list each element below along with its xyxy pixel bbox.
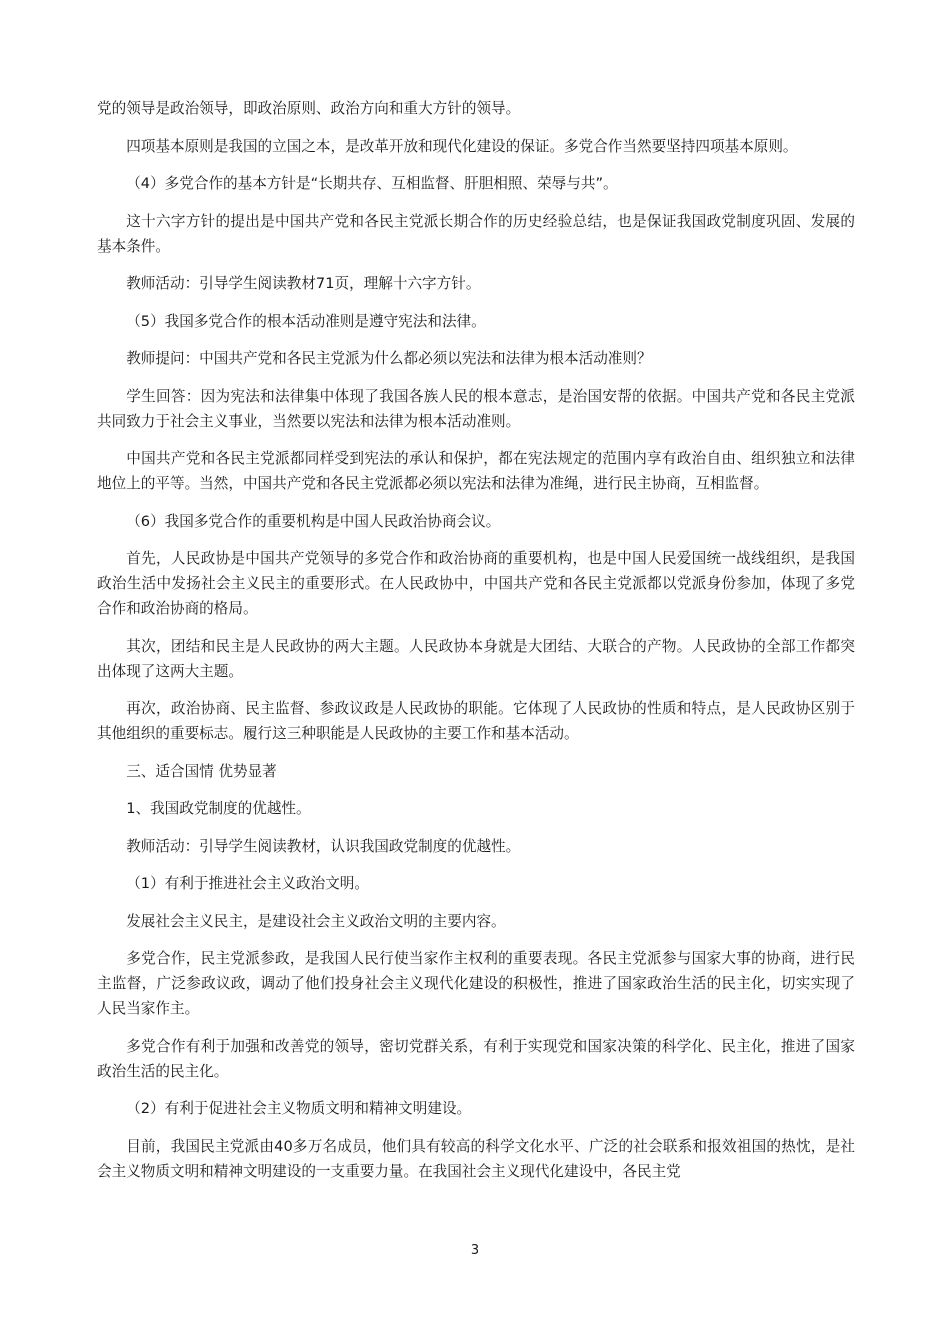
- paragraph: （5）我国多党合作的根本活动准则是遵守宪法和法律。: [126, 312, 486, 330]
- paragraph: 其次，团结和民主是人民政协的两大主题。人民政协本身就是大团结、大联合的产物。人民政协的全部工作都突出体现了这两大主题。: [97, 637, 855, 680]
- paragraph: 多党合作，民主党派参政，是我国人民行使当家作主权利的重要表现。各民主党派参与国家大事的协商，进行民主监督，广泛参政议政，调动了他们投身社会主义现代化建设的积极性，推进了国家政治生活的民主化，切实实现了人民当家作主。: [97, 950, 855, 1017]
- paragraph: 教师提问：中国共产党和各民主党派为什么都必须以宪法和法律为根本活动准则？: [126, 350, 652, 367]
- paragraph: （6）我国多党合作的重要机构是中国人民政治协商会议。: [126, 512, 501, 530]
- paragraph: 多党合作有利于加强和改善党的领导，密切党群关系，有利于实现党和国家决策的科学化、民主化，推进了国家政治生活的民主化。: [97, 1037, 855, 1080]
- paragraph: 首先，人民政协是中国共产党领导的多党合作和政治协商的重要机构，也是中国人民爱国统一战线组织，是我国政治生活中发扬社会主义民主的重要形式。在人民政协中，中国共产党和各民主党派都以党派身份参加，体现了多党合作和政治协商的格局。: [97, 550, 855, 617]
- document-page: [97, 96, 855, 1196]
- section-heading: 三、适合国情 优势显著: [126, 762, 277, 780]
- paragraph: 教师活动：引导学生阅读教材，认识我国政党制度的优越性。: [126, 837, 521, 855]
- paragraph: 发展社会主义民主，是建设社会主义政治文明的主要内容。: [126, 912, 506, 930]
- paragraph: 中国共产党和各民主党派都同样受到宪法的承认和保护，都在宪法规定的范围内享有政治自由、组织独立和法律地位上的平等。当然，中国共产党和各民主党派都必须以宪法和法律为准绳，进行民主协商，互相监督。: [97, 450, 855, 492]
- paragraph: 目前，我国民主党派由40多万名成员，他们具有较高的科学文化水平、广泛的社会联系和报效祖国的热忱，是社会主义物质文明和精神文明建设的一支重要力量。在我国社会主义现代化建设中，各民主党: [97, 1137, 855, 1180]
- paragraph: 这十六字方针的提出是中国共产党和各民主党派长期合作的历史经验总结，也是保证我国政党制度巩固、发展的基本条件。: [97, 212, 855, 255]
- paragraph: （4）多党合作的基本方针是“长期共存、互相监督、肝胆相照、荣辱与共”。: [126, 175, 618, 192]
- paragraph: 四项基本原则是我国的立国之本，是改革开放和现代化建设的保证。多党合作当然要坚持四项基本原则。: [126, 137, 798, 155]
- paragraph: 学生回答：因为宪法和法律集中体现了我国各族人民的根本意志，是治国安帮的依据。中国共产党和各民主党派共同致力于社会主义事业，当然要以宪法和法律为根本活动准则。: [97, 387, 855, 430]
- paragraph: （1）有利于推进社会主义政治文明。: [126, 875, 369, 892]
- page-number: 3: [470, 1243, 480, 1258]
- paragraph: 1、我国政党制度的优越性。: [126, 800, 311, 817]
- paragraph: （2）有利于促进社会主义物质文明和精神文明建设。: [126, 1100, 472, 1117]
- paragraph: 教师活动：引导学生阅读教材71页，理解十六字方针。: [126, 275, 481, 292]
- paragraph: 党的领导是政治领导，即政治原则、政治方向和重大方针的领导。: [97, 100, 521, 117]
- paragraph: 再次，政治协商、民主监督、参政议政是人民政协的职能。它体现了人民政协的性质和特点，是人民政协区别于其他组织的重要标志。履行这三种职能是人民政协的主要工作和基本活动。: [97, 700, 855, 742]
